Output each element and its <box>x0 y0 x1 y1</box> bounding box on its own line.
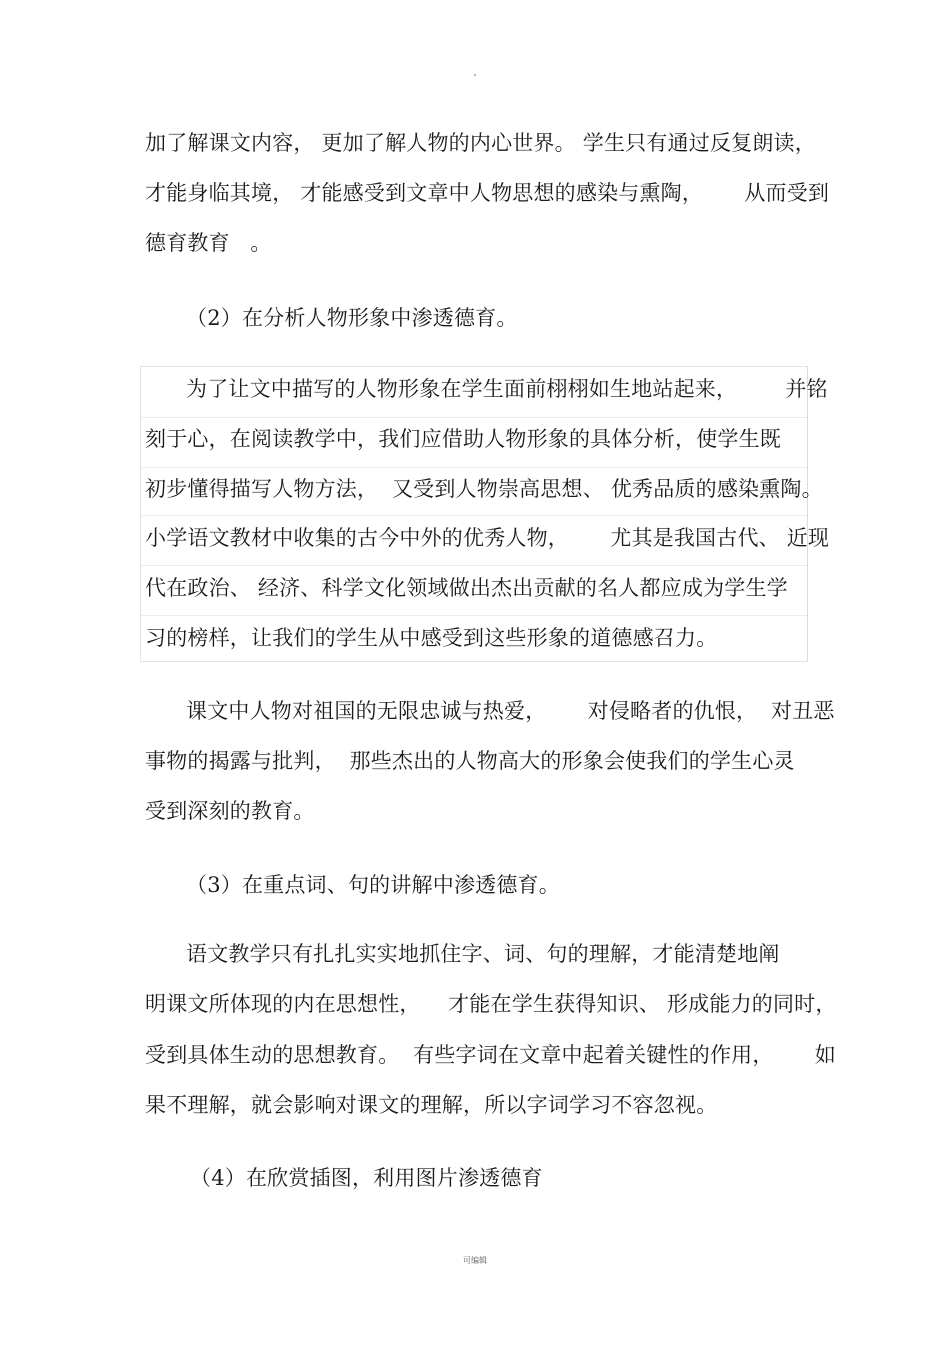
section-heading-3: （3）在重点词、句的讲解中渗透德育。 <box>186 873 560 897</box>
paragraph-line: 德育教育 。 <box>145 231 272 255</box>
paragraph-line: 刻于心，在阅读教学中，我们应借助人物形象的具体分析，使学生既 <box>145 427 781 451</box>
paragraph-line: 明课文所体现的内在思想性， 才能在学生获得知识、 形成能力的同时， <box>145 992 837 1016</box>
paragraph-line: 小学语文教材中收集的古今中外的优秀人物， 尤其是我国古代、 近现 <box>145 526 830 550</box>
row-separator <box>141 615 807 616</box>
paragraph-line: 习的榜样，让我们的学生从中感受到这些形象的道德感召力。 <box>145 626 718 650</box>
row-separator <box>141 417 807 418</box>
row-separator <box>141 515 807 516</box>
row-separator <box>141 565 807 566</box>
paragraph-line: 受到深刻的教育。 <box>145 799 315 823</box>
paragraph-line: 课文中人物对祖国的无限忠诚与热爱， 对侵略者的仇恨， 对丑恶 <box>186 699 835 723</box>
row-separator <box>141 467 807 468</box>
paragraph-line: 加了解课文内容， 更加了解人物的内心世界。 学生只有通过反复朗读， <box>145 131 816 155</box>
bordered-paragraph-frame <box>140 366 808 662</box>
page-footer: 可编辑 <box>463 1256 487 1265</box>
paragraph-line: 初步懂得描写人物方法， 又受到人物崇高思想、 优秀品质的感染熏陶。 <box>145 477 823 501</box>
section-heading-4: （4）在欣赏插图，利用图片渗透德育 <box>190 1166 543 1190</box>
page-mark <box>474 74 476 76</box>
paragraph-line: 果不理解，就会影响对课文的理解，所以字词学习不容忽视。 <box>145 1093 718 1117</box>
section-heading-2: （2）在分析人物形象中渗透德育。 <box>186 306 518 330</box>
paragraph-line: 为了让文中描写的人物形象在学生面前栩栩如生地站起来， 并铭 <box>186 377 828 401</box>
paragraph-line: 代在政治、 经济、科学文化领域做出杰出贡献的名人都应成为学生学 <box>145 576 788 600</box>
paragraph-line: 才能身临其境， 才能感受到文章中人物思想的感染与熏陶， 从而受到 <box>145 181 830 205</box>
paragraph-line: 语文教学只有扎扎实实地抓住字、词、句的理解，才能清楚地阐 <box>186 942 780 966</box>
paragraph-line: 事物的揭露与批判， 那些杰出的人物高大的形象会使我们的学生心灵 <box>145 749 795 773</box>
frame-right-edge <box>807 367 808 661</box>
paragraph-line: 受到具体生动的思想教育。 有些字词在文章中起着关键性的作用， 如 <box>145 1043 836 1067</box>
